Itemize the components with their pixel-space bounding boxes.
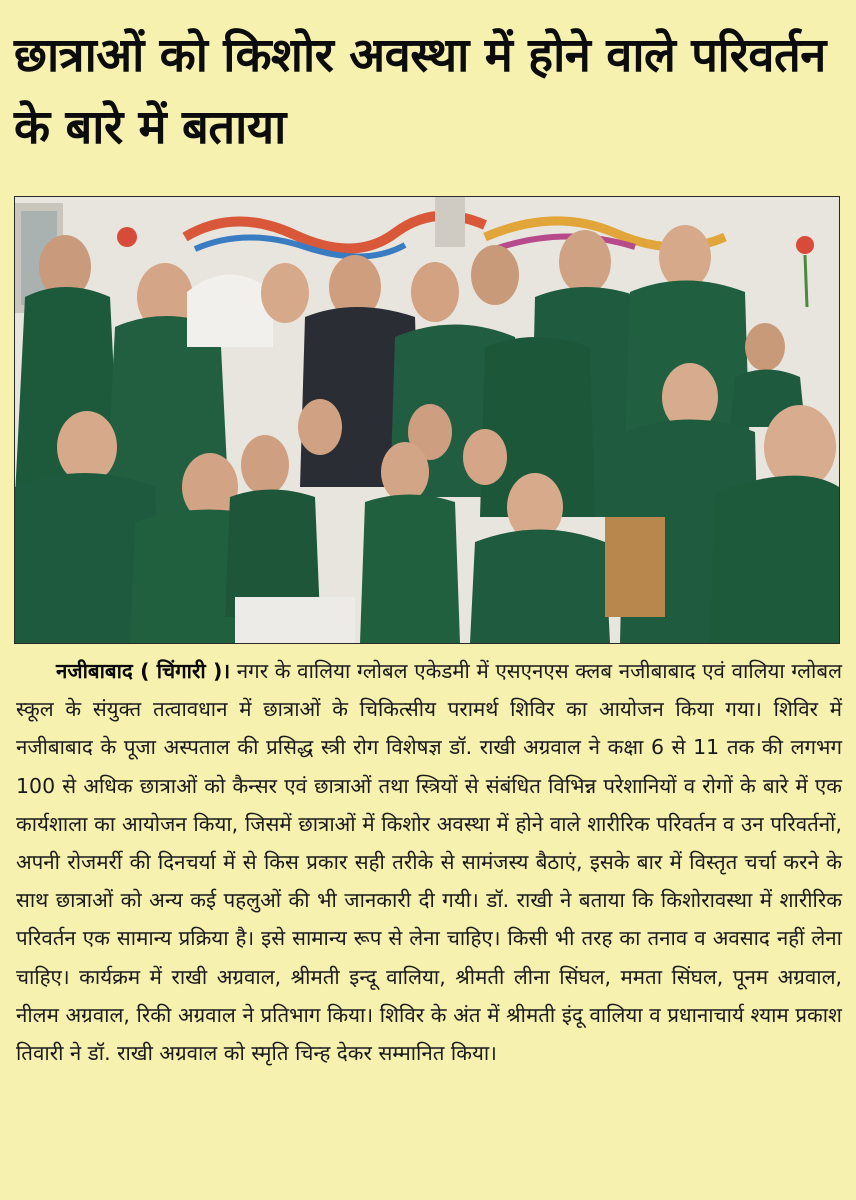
group-photo	[14, 196, 840, 644]
wooden-chair	[605, 517, 665, 617]
article-text: नगर के वालिया ग्लोबल एकेडमी में एसएनएस क्लब नजीबाबाद एवं वालिया ग्लोबल स्कूल के संयुक्त तत्वावधान में छात्राओं के चिकित्सीय परामर्थ शिविर का आयोजन किया गया। शिविर में नजीबाबाद के पूजा अस्पताल की प्रसिद्ध स्त्री रोग विशेषज्ञ डॉ. राखी अग्रवाल ने कक्षा 6 से 11 तक की लगभग 100 से अधिक छात्राओं को कैन्सर एवं छात्राओं तथा स्त्रियों से संबंधित विभिन्न परेशानियों व रोगों के बारे में एक कार्यशाला का आयोजन किया, जिसमें छात्राओं में किशोर अवस्था में होने वाले शारीरिक परिवर्तन व उन परिवर्तनों, अपनी रोजमर्री की दिनचर्या में से किस प्रकार सही तरीके से सामंजस्य बैठाएं, इसके बार में विस्तृत चर्चा करने के साथ छात्राओं को अन्य कई पहलुओं की भी जानकारी दी गयी। डॉ. राखी ने बताया कि किशोरावस्था में शारीरिक परिवर्तन एक सामान्य प्रक्रिया है। इसे सामान्य रूप से लेना चाहिए। किसी भी तरह का तनाव व अवसाद नहीं लेना चाहिए। कार्यक्रम में राखी अग्रवाल, श्रीमती इन्दू वालिया, श्रीमती लीना सिंघल, ममता सिंघल, पूनम अग्रवाल, नीलम अग्रवाल, रिकी अग्रवाल ने प्रतिभाग किया। शिविर के अंत में श्रीमती इंदू वालिया व प्रधानाचार्य श्याम प्रकाश तिवारी ने डॉ. राखी अग्रवाल को स्मृति चिन्ह देकर सम्मानित किया।	[16, 659, 842, 1066]
wall-flower	[117, 227, 137, 247]
group-photo-illustration	[15, 197, 839, 643]
headline: छात्राओं को किशोर अवस्था में होने वाले परिवर्तन के बारे में बताया	[14, 28, 826, 155]
article-body	[16, 652, 842, 1072]
dateline: नजीबाबाद ( चिंगारी )।	[56, 659, 231, 683]
